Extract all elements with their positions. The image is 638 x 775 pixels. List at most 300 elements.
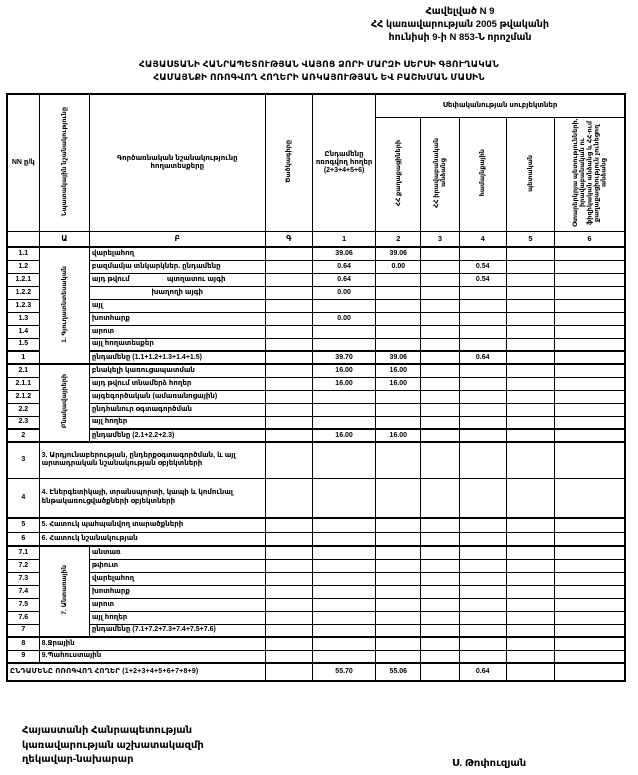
category-cell: 9.Պահուստային xyxy=(39,650,265,663)
code-cell xyxy=(265,637,312,650)
community-value-cell xyxy=(459,478,506,518)
foreign-value-cell xyxy=(555,247,625,260)
total-value-cell: 16.00 xyxy=(312,377,375,390)
legal-value-cell xyxy=(421,624,459,637)
community-value-cell xyxy=(459,442,506,478)
table-row xyxy=(7,325,625,338)
code-cell xyxy=(265,624,312,637)
col-letter: Բ xyxy=(89,232,265,248)
community-value-cell xyxy=(459,650,506,663)
land-type-sub: պտղատու այգի xyxy=(166,275,226,283)
total-value-cell: 0.64 xyxy=(312,260,375,273)
foreign-value-cell xyxy=(555,429,625,442)
legal-rotated-label: ՀՀ իրավաբանական անձանց xyxy=(432,138,447,209)
foreign-value-cell xyxy=(555,390,625,403)
code-cell xyxy=(265,312,312,325)
signature-line2: կառավարության աշխատակազմի xyxy=(22,739,204,751)
code-cell xyxy=(265,325,312,338)
legal-value-cell xyxy=(421,299,459,312)
total-value-cell: 0.00 xyxy=(312,312,375,325)
code-cell xyxy=(265,546,312,559)
community-value-cell xyxy=(459,247,506,260)
code-cell xyxy=(265,299,312,312)
code-cell xyxy=(265,403,312,416)
appendix-note xyxy=(310,6,610,44)
code-cell xyxy=(265,532,312,546)
citizens-value-cell: 39.06 xyxy=(376,351,421,364)
code-cell xyxy=(265,338,312,351)
citizens-value-cell xyxy=(376,546,421,559)
state-value-cell xyxy=(506,650,554,663)
grand-total-label: ԸՆԴԱՄԵՆԸ ՈՌՈԳՎՈՂ ՀՈՂԵՐ (1+2+3+4+5+6+7+8+9) xyxy=(7,663,265,681)
code-cell xyxy=(265,390,312,403)
total-value-cell: 16.00 xyxy=(312,429,375,442)
total-value-cell xyxy=(312,338,375,351)
table-row xyxy=(7,312,625,325)
row-number-cell: 7.5 xyxy=(7,598,39,611)
foreign-value-cell xyxy=(555,611,625,624)
row-number-cell: 2.1.1 xyxy=(7,377,39,390)
table-row xyxy=(7,478,625,518)
col-header-code xyxy=(265,94,312,232)
category-cell: 3. Արդյունաբերության, ընդերքօգտագործման, և այլ արտադրական նշանակության օբյեկտների xyxy=(39,442,265,478)
community-value-cell: 0.64 xyxy=(459,351,506,364)
col-letter: Գ xyxy=(265,232,312,248)
citizens-value-cell xyxy=(376,442,421,478)
table-row xyxy=(7,364,625,377)
foreign-value-cell xyxy=(555,338,625,351)
citizens-value-cell xyxy=(376,273,421,286)
code-cell xyxy=(265,247,312,260)
state-value-cell xyxy=(506,286,554,299)
row-number-cell: 1.1 xyxy=(7,247,39,260)
state-value-cell xyxy=(506,442,554,478)
citizens-value-cell xyxy=(376,312,421,325)
total-value-cell xyxy=(312,611,375,624)
total-value-cell: 0.64 xyxy=(312,273,375,286)
table-row xyxy=(7,546,625,559)
code-cell xyxy=(265,572,312,585)
foreign-value-cell xyxy=(555,663,625,681)
legal-value-cell xyxy=(421,598,459,611)
foreign-value-cell xyxy=(555,299,625,312)
citizens-value-cell: 16.00 xyxy=(376,429,421,442)
land-type-cell: այլ xyxy=(89,299,265,312)
col-header-state xyxy=(506,118,554,232)
state-value-cell xyxy=(506,364,554,377)
community-value-cell xyxy=(459,364,506,377)
state-value-cell xyxy=(506,312,554,325)
foreign-value-cell xyxy=(555,286,625,299)
foreign-value-cell xyxy=(555,351,625,364)
table-row xyxy=(7,611,625,624)
legal-value-cell xyxy=(421,611,459,624)
citizens-value-cell: 16.00 xyxy=(376,377,421,390)
row-number-cell: 2 xyxy=(7,429,39,442)
col-header-nn: NN ը/կ xyxy=(7,94,39,232)
section7-total-row xyxy=(7,624,625,637)
foreign-value-cell xyxy=(555,624,625,637)
community-value-cell: 0.64 xyxy=(459,663,506,681)
table-row xyxy=(7,273,625,286)
table-row xyxy=(7,416,625,429)
community-value-cell xyxy=(459,598,506,611)
row-number-cell: 7.6 xyxy=(7,611,39,624)
col-header-purpose xyxy=(39,94,89,232)
total-value-cell xyxy=(312,416,375,429)
foreign-value-cell xyxy=(555,572,625,585)
citizens-value-cell: 16.00 xyxy=(376,364,421,377)
community-value-cell xyxy=(459,312,506,325)
legal-value-cell xyxy=(421,572,459,585)
community-value-cell xyxy=(459,518,506,532)
appendix-line1: Հավելված N 9 xyxy=(425,6,495,17)
land-type-cell xyxy=(89,273,265,286)
total-value-cell xyxy=(312,442,375,478)
state-value-cell xyxy=(506,598,554,611)
community-value-cell xyxy=(459,325,506,338)
state-value-cell xyxy=(506,390,554,403)
community-value-cell xyxy=(459,611,506,624)
land-type-cell: խոտհարք xyxy=(89,312,265,325)
code-cell xyxy=(265,598,312,611)
row-number-cell: 7.3 xyxy=(7,572,39,585)
section-agricultural-cell xyxy=(39,247,89,364)
land-type-cell: անտառ xyxy=(89,546,265,559)
citizens-value-cell xyxy=(376,325,421,338)
total-value-cell xyxy=(312,518,375,532)
col-header-foreign xyxy=(555,118,625,232)
land-type-cell: բնակելի կառուցապատման xyxy=(89,364,265,377)
community-value-cell xyxy=(459,299,506,312)
citizens-value-cell xyxy=(376,416,421,429)
title-line1: ՀԱՅԱՍՏԱՆԻ ՀԱՆՐԱՊԵՏՈՒԹՅԱՆ ՎԱՅՈՑ ՁՈՐԻ ՄԱՐԶԻ ՍԵՐՍԻ ԳՅՈՒՂԱԿԱՆ xyxy=(138,59,500,70)
foreign-value-cell xyxy=(555,377,625,390)
community-value-cell xyxy=(459,546,506,559)
land-type-cell: այլ հողեր xyxy=(89,416,265,429)
legal-value-cell xyxy=(421,338,459,351)
appendix-line3: հունիսի 9-ի N 853-Ն որոշման xyxy=(388,31,532,43)
row-number-cell: 7.2 xyxy=(7,559,39,572)
section-forest-cell xyxy=(39,546,89,637)
total-value-cell xyxy=(312,390,375,403)
category-cell: 6. Հատուկ նշանակության xyxy=(39,532,265,546)
state-value-cell xyxy=(506,559,554,572)
state-value-cell xyxy=(506,416,554,429)
legal-value-cell xyxy=(421,663,459,681)
col-letter: 5 xyxy=(506,232,554,248)
land-type-cell: վարելահող xyxy=(89,247,265,260)
state-value-cell xyxy=(506,532,554,546)
foreign-value-cell xyxy=(555,364,625,377)
col-header-total: Ընդամենը ոռոգվող հողեր (2+3+4+5+6) xyxy=(312,94,375,232)
code-cell xyxy=(265,518,312,532)
community-value-cell xyxy=(459,377,506,390)
land-type-cell: ընդհանուր օգտագործման xyxy=(89,403,265,416)
foreign-value-cell xyxy=(555,416,625,429)
state-value-cell xyxy=(506,338,554,351)
row-number-cell: 1.2.3 xyxy=(7,299,39,312)
foreign-value-cell xyxy=(555,585,625,598)
foreign-value-cell xyxy=(555,260,625,273)
legal-value-cell xyxy=(421,273,459,286)
row-number-cell: 6 xyxy=(7,532,39,546)
state-value-cell xyxy=(506,351,554,364)
row-number-cell: 1.2.1 xyxy=(7,273,39,286)
citizens-value-cell xyxy=(376,585,421,598)
legal-value-cell xyxy=(421,650,459,663)
code-cell xyxy=(265,429,312,442)
row-number-cell: 8 xyxy=(7,637,39,650)
total-value-cell xyxy=(312,585,375,598)
land-type-cell: խոտհարք xyxy=(89,585,265,598)
header-row-group xyxy=(7,94,625,118)
foreign-value-cell xyxy=(555,637,625,650)
citizens-value-cell xyxy=(376,572,421,585)
legal-value-cell xyxy=(421,532,459,546)
code-cell xyxy=(265,364,312,377)
legal-value-cell xyxy=(421,260,459,273)
state-value-cell xyxy=(506,260,554,273)
col-letter: 4 xyxy=(459,232,506,248)
total-value-cell xyxy=(312,325,375,338)
section-settlements-cell xyxy=(39,364,89,442)
citizens-value-cell: 0.00 xyxy=(376,260,421,273)
col-letter: Ա xyxy=(39,232,89,248)
total-value-cell: 39.06 xyxy=(312,247,375,260)
table-row xyxy=(7,260,625,273)
legal-value-cell xyxy=(421,325,459,338)
legal-value-cell xyxy=(421,429,459,442)
code-cell xyxy=(265,286,312,299)
code-cell xyxy=(265,442,312,478)
table-row xyxy=(7,598,625,611)
foreign-value-cell xyxy=(555,478,625,518)
state-value-cell xyxy=(506,247,554,260)
row-number-cell: 4 xyxy=(7,478,39,518)
total-value-cell xyxy=(312,650,375,663)
total-value-cell xyxy=(312,299,375,312)
total-value-cell xyxy=(312,598,375,611)
foreign-rotated-label: Օտարերկրյա պետությունների, իրավաբանական ու ֆիզիկական անձանց և ՀՀ-ում քաղաքացիություն չունեցող անձանց xyxy=(571,118,608,228)
legal-value-cell xyxy=(421,351,459,364)
citizens-value-cell xyxy=(376,299,421,312)
code-rotated-label: Ծածկագիրը xyxy=(285,139,293,183)
code-cell xyxy=(265,273,312,286)
total-value-cell: 0.00 xyxy=(312,286,375,299)
category-cell: 5. Հատուկ պահպանվող տարածքների xyxy=(39,518,265,532)
category-cell: 4. Էներգետիկայի, տրանսպորտի, կապի և կոմունալ ենթակառուցվածքների օբյեկտների xyxy=(39,478,265,518)
code-cell xyxy=(265,260,312,273)
land-type-cell: ընդամենը (7.1+7.2+7.3+7.4+7.5+7.6) xyxy=(89,624,265,637)
table-row xyxy=(7,572,625,585)
foreign-value-cell xyxy=(555,325,625,338)
foreign-value-cell xyxy=(555,650,625,663)
table-row xyxy=(7,532,625,546)
signature-block xyxy=(22,724,204,768)
row-number-cell: 1.5 xyxy=(7,338,39,351)
row-number-cell: 2.3 xyxy=(7,416,39,429)
community-value-cell xyxy=(459,637,506,650)
land-type-cell: այգեգործական (ամառանոցային) xyxy=(89,390,265,403)
table-row xyxy=(7,585,625,598)
code-cell xyxy=(265,650,312,663)
total-value-cell xyxy=(312,559,375,572)
row-number-cell: 1.3 xyxy=(7,312,39,325)
col-letter: 1 xyxy=(312,232,375,248)
total-value-cell xyxy=(312,572,375,585)
legal-value-cell xyxy=(421,559,459,572)
section-forest-label: 7. Անտառային xyxy=(60,565,68,615)
total-value-cell xyxy=(312,532,375,546)
column-letters-row xyxy=(7,232,625,248)
citizens-value-cell xyxy=(376,478,421,518)
table-row xyxy=(7,442,625,478)
foreign-value-cell xyxy=(555,518,625,532)
community-value-cell xyxy=(459,286,506,299)
state-value-cell xyxy=(506,518,554,532)
code-cell xyxy=(265,559,312,572)
land-type-cell: բազմամյա տնկարկներ. ընդամենը xyxy=(89,260,265,273)
table-row xyxy=(7,637,625,650)
table-row xyxy=(7,650,625,663)
section-settlements-label: Բնակավայրերի xyxy=(60,374,68,429)
grand-total-row xyxy=(7,663,625,681)
legal-value-cell xyxy=(421,478,459,518)
citizens-value-cell xyxy=(376,518,421,532)
title-line2: ՀԱՄԱՅՆՔԻ ՈՌՈԳՎՈՂ ՀՈՂԵՐԻ ԱՌԿԱՅՈՒԹՅԱՆ ԵՎ ԲԱՇԽՄԱՆ ՄԱՍԻՆ xyxy=(153,72,485,83)
state-value-cell xyxy=(506,546,554,559)
row-number-cell: 1.2.2 xyxy=(7,286,39,299)
foreign-value-cell xyxy=(555,532,625,546)
total-value-cell xyxy=(312,403,375,416)
section-agricultural-label: 1. Գյուղատնտեսական xyxy=(60,265,68,343)
page-title xyxy=(0,58,638,84)
col-header-functional: Գործառնական նշանակությունը հողատեսքերը xyxy=(89,94,265,232)
total-value-cell xyxy=(312,637,375,650)
community-value-cell xyxy=(459,390,506,403)
code-cell xyxy=(265,663,312,681)
row-number-cell: 1.4 xyxy=(7,325,39,338)
row-number-cell: 7 xyxy=(7,624,39,637)
category-cell: 8.Ջրային xyxy=(39,637,265,650)
community-value-cell xyxy=(459,429,506,442)
section2-total-row xyxy=(7,429,625,442)
table-row xyxy=(7,299,625,312)
foreign-value-cell xyxy=(555,442,625,478)
total-value-cell xyxy=(312,624,375,637)
ownership-group-header: Սեփականության սուբյեկտներ xyxy=(376,94,625,118)
community-value-cell xyxy=(459,572,506,585)
state-value-cell xyxy=(506,325,554,338)
section1-total-row xyxy=(7,351,625,364)
land-type-cell: այդ թվում տնամերձ հողեր xyxy=(89,377,265,390)
legal-value-cell xyxy=(421,637,459,650)
total-value-cell: 39.70 xyxy=(312,351,375,364)
land-type-cell: այլ հողատեսքեր xyxy=(89,338,265,351)
legal-value-cell xyxy=(421,442,459,478)
state-value-cell xyxy=(506,429,554,442)
col-letter: 3 xyxy=(421,232,459,248)
citizens-value-cell xyxy=(376,611,421,624)
land-type-prefix: այդ թվում xyxy=(91,275,130,283)
legal-value-cell xyxy=(421,416,459,429)
legal-value-cell xyxy=(421,585,459,598)
community-value-cell xyxy=(459,416,506,429)
code-cell xyxy=(265,611,312,624)
land-type-cell: վարելահող xyxy=(89,572,265,585)
land-type-cell: արոտ xyxy=(89,598,265,611)
legal-value-cell xyxy=(421,403,459,416)
code-cell xyxy=(265,585,312,598)
row-number-cell: 3 xyxy=(7,442,39,478)
community-value-cell xyxy=(459,624,506,637)
state-value-cell xyxy=(506,624,554,637)
col-letter xyxy=(7,232,39,248)
total-value-cell xyxy=(312,546,375,559)
community-value-cell xyxy=(459,532,506,546)
total-value-cell: 16.00 xyxy=(312,364,375,377)
land-type-cell: ընդամենը (2.1+2.2+2.3) xyxy=(89,429,265,442)
code-cell xyxy=(265,478,312,518)
citizens-value-cell xyxy=(376,532,421,546)
legal-value-cell xyxy=(421,377,459,390)
state-value-cell xyxy=(506,663,554,681)
citizens-value-cell xyxy=(376,390,421,403)
row-number-cell: 2.1.2 xyxy=(7,390,39,403)
col-letter: 2 xyxy=(376,232,421,248)
table-row xyxy=(7,338,625,351)
land-type-cell: այլ հողեր xyxy=(89,611,265,624)
row-number-cell: 9 xyxy=(7,650,39,663)
community-rotated-label: համայնքային xyxy=(479,149,487,197)
community-value-cell: 0.54 xyxy=(459,260,506,273)
irrigated-lands-table xyxy=(6,93,626,683)
table-row xyxy=(7,518,625,532)
purpose-rotated-label: Նպատակային նշանակությունը xyxy=(60,106,68,216)
citizens-value-cell: 55.06 xyxy=(376,663,421,681)
code-cell xyxy=(265,416,312,429)
land-type-cell: արոտ xyxy=(89,325,265,338)
citizens-value-cell xyxy=(376,598,421,611)
foreign-value-cell xyxy=(555,598,625,611)
citizens-rotated-label: ՀՀ քաղաքացիների xyxy=(394,139,402,207)
state-value-cell xyxy=(506,585,554,598)
citizens-value-cell xyxy=(376,559,421,572)
signature-line3: ղեկավար-նախարար xyxy=(22,754,134,765)
community-value-cell: 0.54 xyxy=(459,273,506,286)
row-number-cell: 5 xyxy=(7,518,39,532)
row-number-cell: 7.4 xyxy=(7,585,39,598)
legal-value-cell xyxy=(421,247,459,260)
legal-value-cell xyxy=(421,518,459,532)
state-value-cell xyxy=(506,478,554,518)
state-value-cell xyxy=(506,273,554,286)
community-value-cell xyxy=(459,338,506,351)
legal-value-cell xyxy=(421,390,459,403)
table-row xyxy=(7,247,625,260)
foreign-value-cell xyxy=(555,403,625,416)
foreign-value-cell xyxy=(555,559,625,572)
foreign-value-cell xyxy=(555,546,625,559)
foreign-value-cell xyxy=(555,273,625,286)
citizens-value-cell xyxy=(376,637,421,650)
signer-name: Ս. Թոփուզյան xyxy=(452,758,527,769)
row-number-cell: 7.1 xyxy=(7,546,39,559)
community-value-cell xyxy=(459,403,506,416)
code-cell xyxy=(265,351,312,364)
legal-value-cell xyxy=(421,546,459,559)
